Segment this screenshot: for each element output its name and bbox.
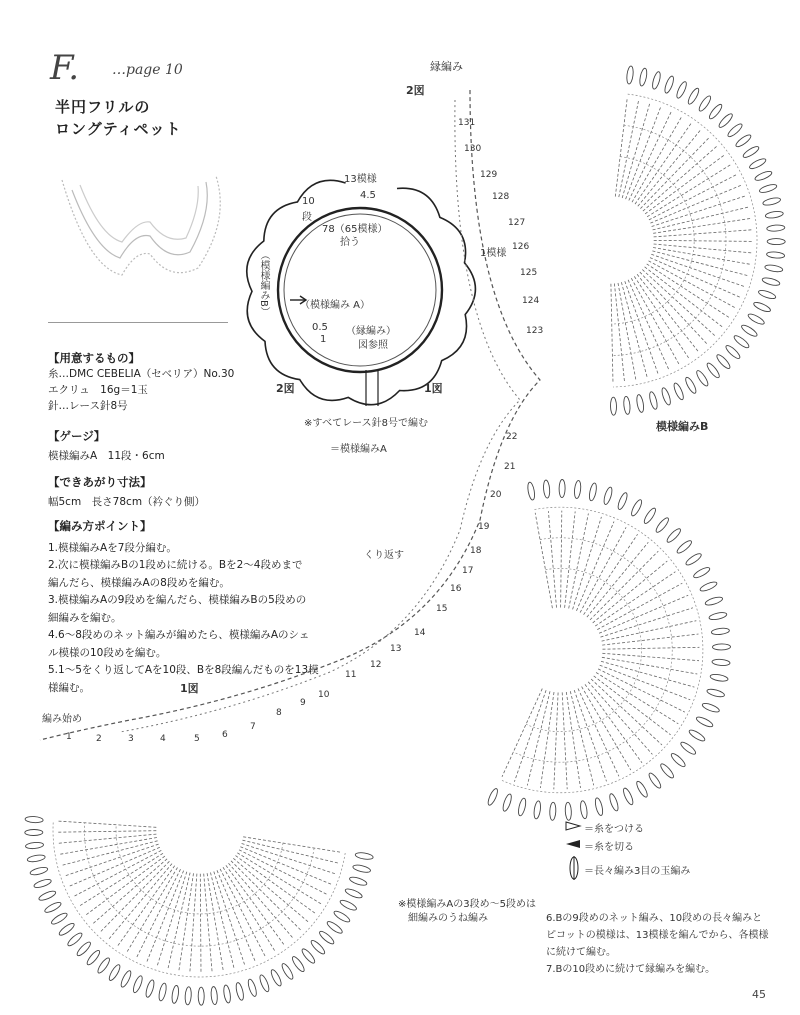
schematic-pick-a: 78（65模様） xyxy=(322,224,388,235)
row-number: 22 xyxy=(506,432,518,442)
divider xyxy=(48,322,228,323)
crochet-fan-motif xyxy=(486,479,730,820)
row-number: 128 xyxy=(492,192,510,202)
chart-fig1-label: 1図 xyxy=(180,682,199,695)
cut-symbol xyxy=(566,840,580,848)
gauge-heading: 【ゲージ】 xyxy=(48,429,106,443)
note-67-line: ピコットの模様は、13模様を編んでから、各模様 xyxy=(546,930,769,941)
row-number: 124 xyxy=(522,296,540,306)
materials-color: エクリュ 16g＝1玉 xyxy=(48,384,148,396)
points-line: 1.模様編みAを7段分編む。 xyxy=(48,541,177,554)
row-number: 8 xyxy=(276,708,282,718)
row-number: 7 xyxy=(250,722,256,732)
row-number: 1 xyxy=(66,732,72,742)
points-line: 様編む。 xyxy=(48,681,90,694)
schematic-ref: 図参照 xyxy=(358,340,388,351)
row-number: 126 xyxy=(512,242,530,252)
note-6-7 xyxy=(546,910,769,978)
row-number: 2 xyxy=(96,734,102,744)
schematic-pattern-b: （模様編みB） xyxy=(258,250,269,317)
schematic-pattern-a: （模様編み A） xyxy=(300,300,371,311)
materials-heading: 【用意するもの】 xyxy=(48,351,140,365)
materials-section xyxy=(48,350,234,414)
row-number: 125 xyxy=(520,268,538,278)
page-reference: …page 10 xyxy=(112,62,183,78)
size-text: 幅5cm 長さ78cm（衿ぐり側） xyxy=(48,496,206,508)
points-heading: 【編み方ポイント】 xyxy=(48,519,152,533)
gauge-text: 模様編みA 11段・6cm xyxy=(48,450,165,462)
title-line-2: ロングティペット xyxy=(55,120,182,138)
crochet-fan-motif xyxy=(25,816,374,1005)
row-number: 20 xyxy=(490,490,502,500)
row-number: 13 xyxy=(390,644,402,654)
points-line: ル模様の10段めを編む。 xyxy=(48,646,167,659)
row-number: 4 xyxy=(160,734,166,744)
points-line: 細編みを編む。 xyxy=(48,611,122,624)
points-line: 2.次に模様編みBの1段めに続ける。Bを2～4段めまで xyxy=(48,559,303,571)
schematic-rows-b: 段 xyxy=(302,212,312,223)
row-number: 16 xyxy=(450,584,462,594)
note-needle: ※すべてレース針8号で編む xyxy=(304,418,429,429)
points-line: 4.6～8段めのネット編みが編めたら、模様編みAのシェ xyxy=(48,629,310,641)
note-ab-line: 細編みのうね編み xyxy=(408,913,488,924)
chart-one-pattern: 1模様 xyxy=(480,248,507,259)
attach-symbol xyxy=(566,822,580,830)
row-number: 131 xyxy=(458,118,476,128)
row-number: 129 xyxy=(480,170,498,180)
chart-start-label: 編み始め xyxy=(42,714,82,725)
chart-edging-label: 縁編み xyxy=(430,60,463,73)
row-number: 9 xyxy=(300,698,306,708)
row-number: 10 xyxy=(318,690,330,700)
row-number: 6 xyxy=(222,730,228,740)
gauge-section xyxy=(48,428,165,464)
row-number: 130 xyxy=(464,144,482,154)
points-section xyxy=(48,518,319,697)
note-67-line: 6.Bの9段めのネット編み、10段めの長々編みと xyxy=(546,913,763,924)
row-number: 18 xyxy=(470,546,482,556)
project-letter: F. xyxy=(50,48,80,88)
project-title xyxy=(55,96,182,140)
materials-thread: 糸…DMC CEBELIA（セベリア）No.30 xyxy=(48,368,235,380)
row-number: 19 xyxy=(478,522,490,532)
points-line: 編んだら、模様編みAの8段めを編む。 xyxy=(48,576,230,589)
chart-fig2-label: 2図 xyxy=(406,84,425,97)
schematic-top-count: 13模様 xyxy=(344,174,377,185)
row-number: 123 xyxy=(526,326,544,336)
chart-repeat-label: くり返す xyxy=(364,550,404,561)
note-pattern-a: ＝模様編みA xyxy=(330,444,387,455)
schematic-height: 4.5 xyxy=(360,190,376,201)
row-number: 127 xyxy=(508,218,526,228)
row-number: 3 xyxy=(128,734,134,744)
row-number: 5 xyxy=(194,734,200,744)
row-number: 14 xyxy=(414,628,426,638)
schematic-edge-1: 1 xyxy=(320,334,327,345)
size-section xyxy=(48,474,205,510)
legend-attach: ＝糸をつける xyxy=(584,824,644,835)
schematic-pick-b: 拾う xyxy=(340,237,360,248)
schematic-fig2: 2図 xyxy=(276,382,295,395)
legend-cut: ＝糸を切る xyxy=(584,842,634,853)
row-number: 17 xyxy=(462,566,474,576)
title-line-1: 半円フリルの xyxy=(55,98,151,116)
note-ab-line: ※模様編みAの3段め～5段めは xyxy=(398,899,536,910)
materials-needle: 針…レース針8号 xyxy=(48,400,128,412)
row-number: 15 xyxy=(436,604,448,614)
note-67-line: 7.Bの10段めに続けて縁編みを編む。 xyxy=(546,964,716,975)
page-number: 45 xyxy=(752,988,766,1001)
schematic-edging: （縁編み） xyxy=(346,326,396,337)
schematic-rows-a: 10 xyxy=(302,196,315,207)
legend-puff: ＝長々編み3目の玉編み xyxy=(584,866,691,877)
row-number: 12 xyxy=(370,660,382,670)
schematic-edge-05: 0.5 xyxy=(312,322,328,333)
chart-pattern-b-label: 模様編みB xyxy=(656,420,709,433)
note-67-line: に続けて編む。 xyxy=(546,947,616,958)
schematic-fig1: 1図 xyxy=(424,382,443,395)
crochet-fan-motif xyxy=(610,66,785,416)
points-line: 5.1～5をくり返してAを10段、Bを8段編んだものを13模 xyxy=(48,664,319,676)
row-number: 11 xyxy=(345,670,357,680)
row-number: 21 xyxy=(504,462,516,472)
note-ab xyxy=(398,898,536,926)
size-heading: 【できあがり寸法】 xyxy=(48,475,152,489)
points-line: 3.模様編みAの9段めを編んだら、模様編みBの5段めの xyxy=(48,594,307,606)
